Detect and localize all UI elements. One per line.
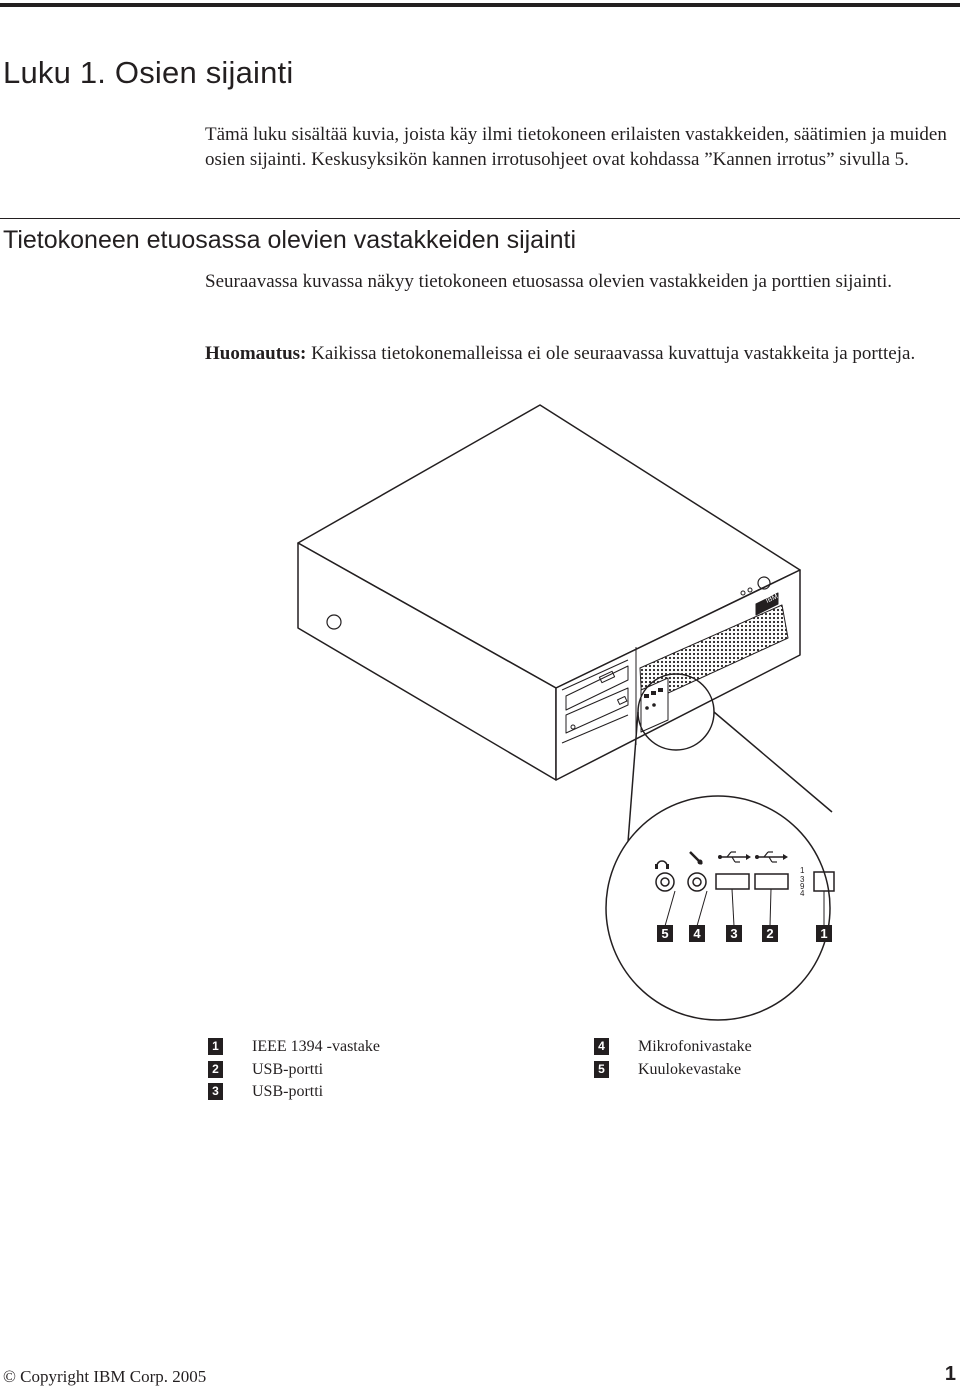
note-text: Kaikissa tietokonemalleissa ei ole seuraavassa kuvattuja vastakkeita ja portteja. (306, 343, 916, 364)
callout-3: 3 (730, 926, 738, 941)
zoom-callout (606, 674, 832, 1020)
pin-label: 1 (800, 866, 805, 875)
computer-case (298, 405, 800, 780)
legend-number: 3 (208, 1083, 223, 1100)
callout-4: 4 (693, 926, 701, 941)
legend-label: Mikrofonivastake (638, 1038, 752, 1055)
note-label: Huomautus: (205, 343, 307, 364)
ieee-pin-labels (800, 866, 805, 898)
copyright-footer: © Copyright IBM Corp. 2005 (3, 1367, 207, 1386)
callout-1: 1 (820, 926, 828, 941)
page-number: 1 (944, 1363, 956, 1385)
brand-label: IBM (764, 593, 780, 605)
callout-2: 2 (766, 926, 774, 941)
computer-front-illustration (280, 400, 840, 1030)
pin-label: 4 (800, 889, 805, 898)
top-rule (0, 3, 960, 7)
pin-label: 9 (800, 882, 805, 891)
legend-label: Kuulokevastake (638, 1061, 742, 1078)
section-rule (0, 218, 960, 219)
note-paragraph (205, 341, 957, 366)
chapter-title: Luku 1. Osien sijainti (3, 55, 294, 90)
callout-5: 5 (661, 926, 669, 941)
legend-number: 2 (208, 1061, 223, 1078)
legend-label: IEEE 1394 -vastake (252, 1038, 380, 1055)
intro-paragraph: Tämä luku sisältää kuvia, joista käy ilmi tietokoneen erilaisten vastakkeiden, säätimien ja muiden osien sijainti. Keskusyksikön kannen irrotusohjeet ovat kohdassa ”Kannen irrotus” sivulla 5. (205, 124, 947, 170)
legend-number: 1 (208, 1038, 223, 1055)
pin-label: 3 (800, 875, 805, 884)
section-title: Tietokoneen etuosassa olevien vastakkeiden sijainti (3, 226, 577, 254)
section-paragraph: Seuraavassa kuvassa näkyy tietokoneen etuosassa olevien vastakkeiden ja porttien sijainti. (205, 271, 892, 292)
legend-label: USB-portti (252, 1061, 324, 1078)
legend-label: USB-portti (252, 1083, 324, 1100)
legend-number: 4 (594, 1038, 609, 1055)
legend-number: 5 (594, 1061, 609, 1078)
